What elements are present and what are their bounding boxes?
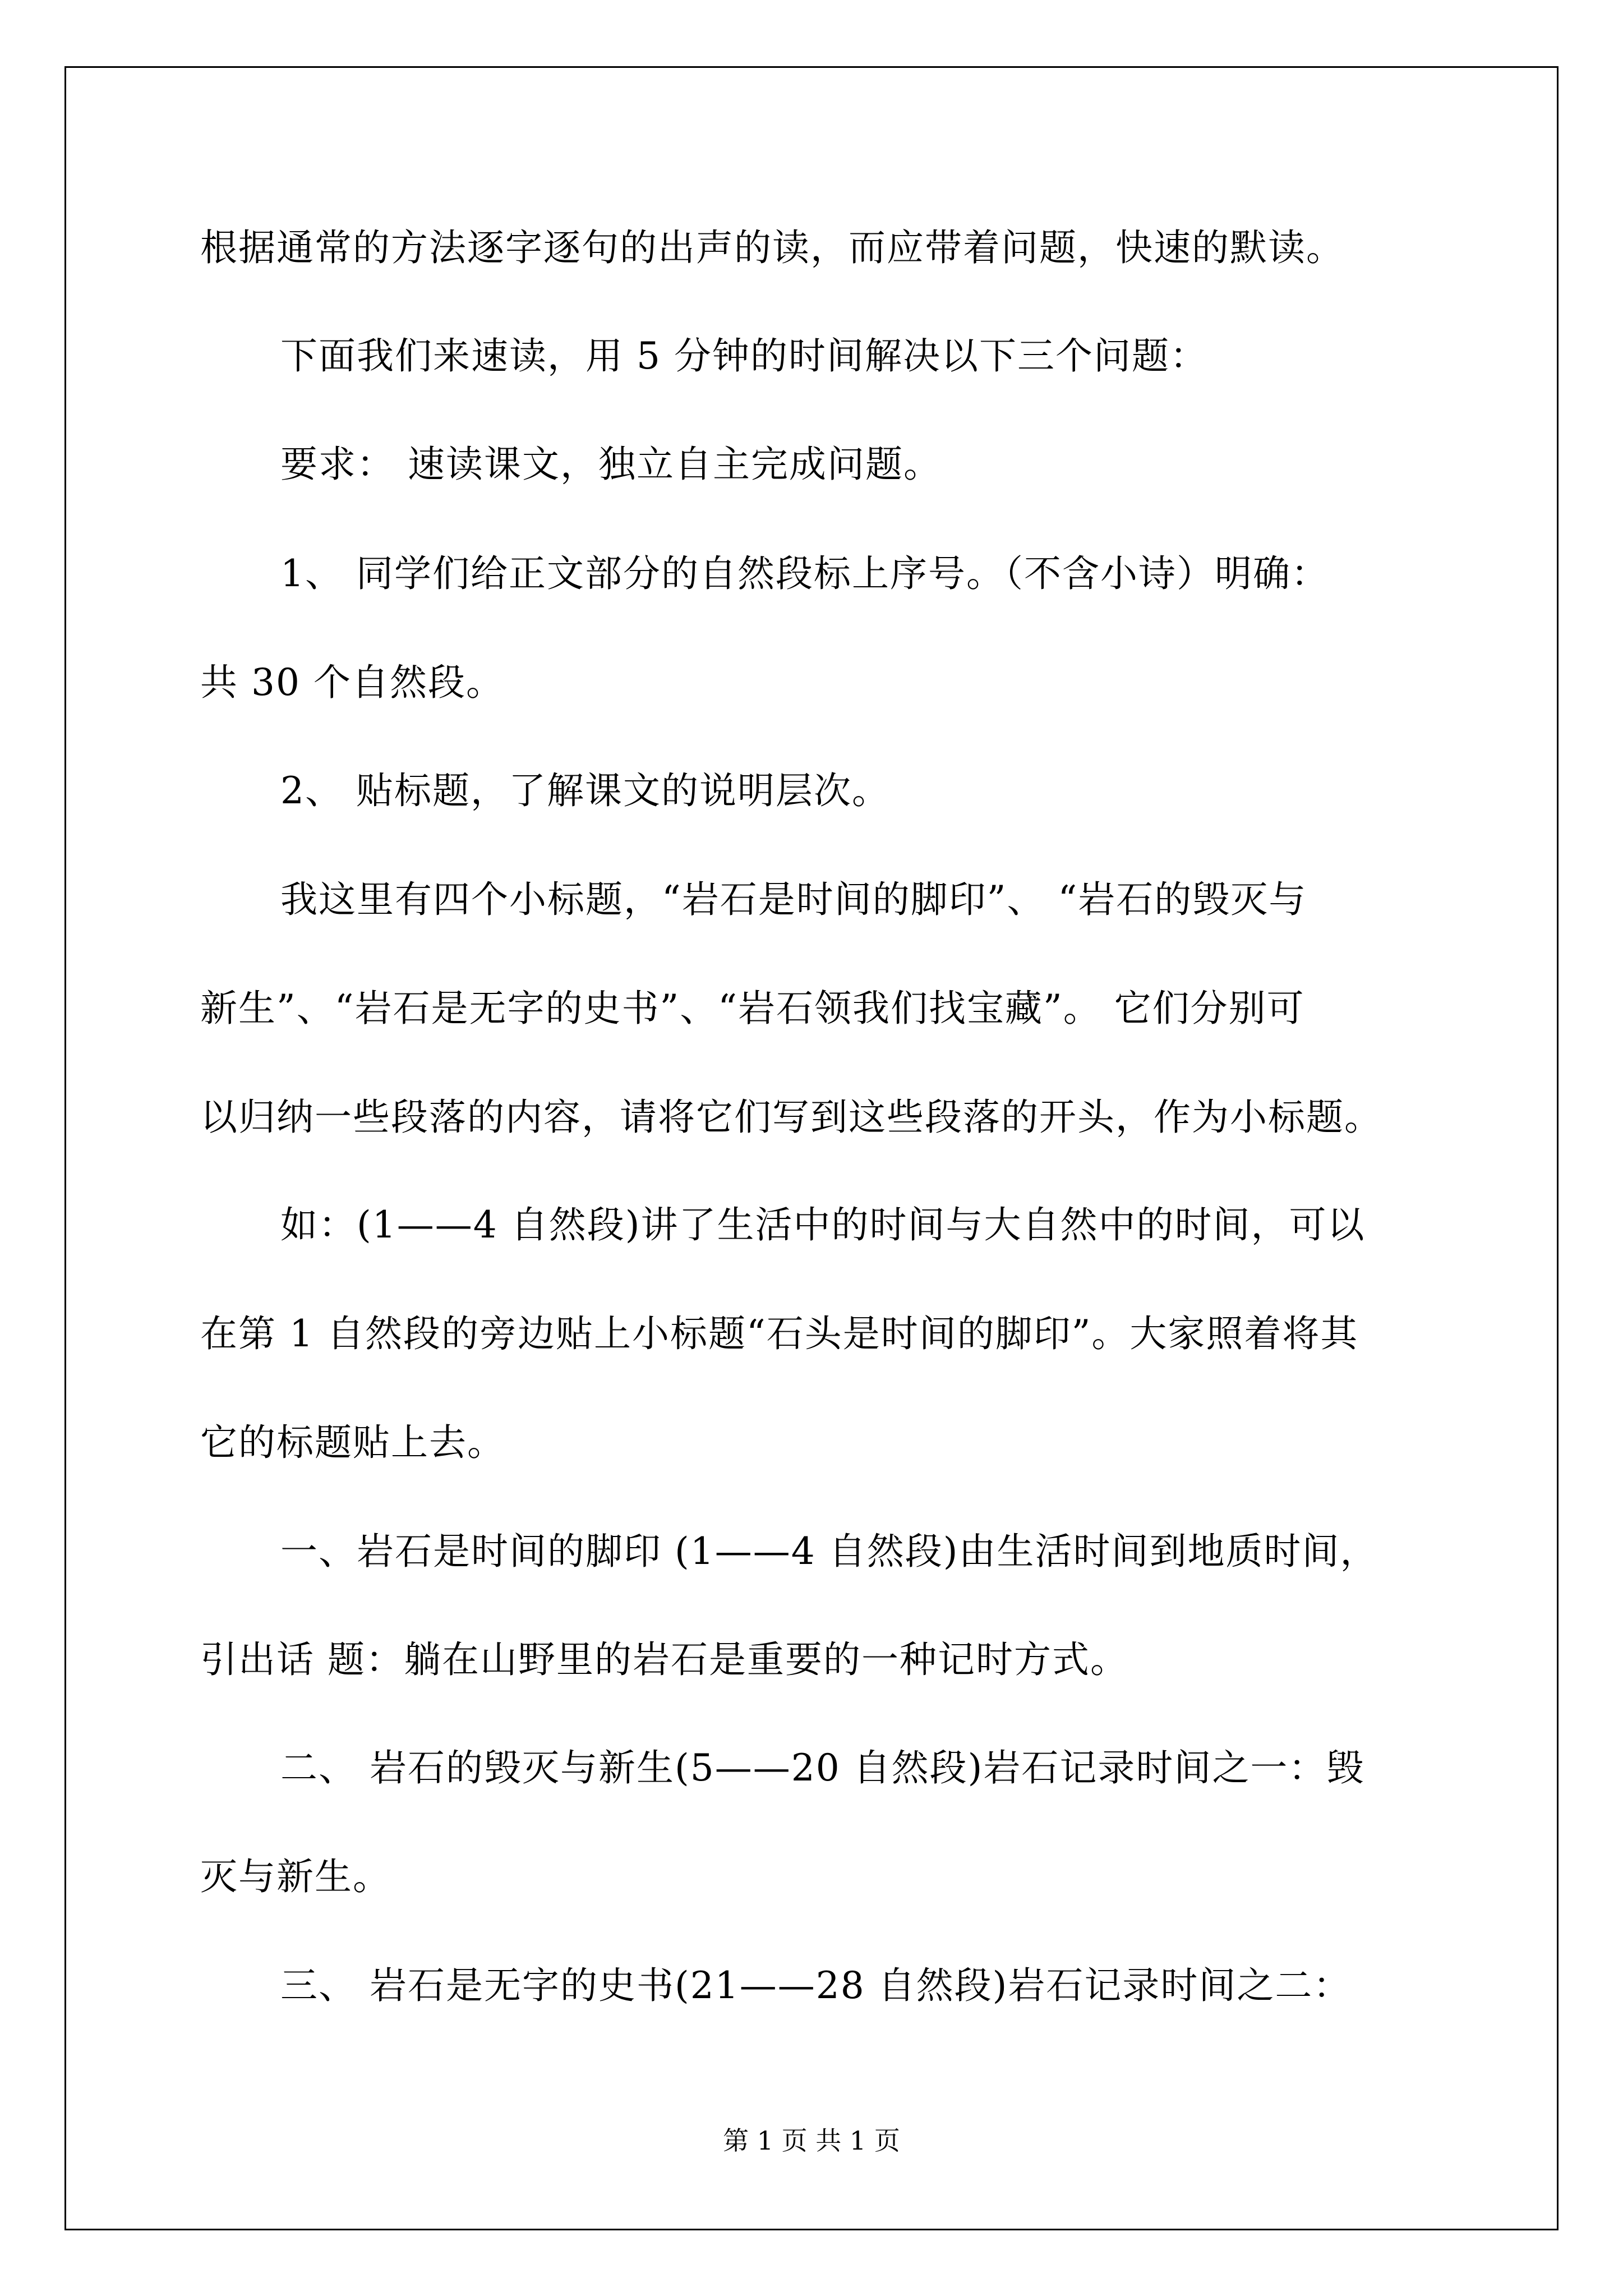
text-line: 共 30 个自然段。: [200, 661, 504, 704]
text-line: 在第 1 自然段的旁边贴上小标题“石头是时间的脚印”。大家照着将其: [200, 1312, 1359, 1355]
text-line: 它的标题贴上去。: [200, 1421, 505, 1464]
text-line: 以归纳一些段落的内容，请将它们写到这些段落的开头，作为小标题。: [200, 1096, 1382, 1139]
text-line: 如：(1——4 自然段)讲了生活中的时间与大自然中的时间，可以: [280, 1203, 1366, 1246]
text-line: 二、 岩石的毁灭与新生(5——20 自然段)岩石记录时间之一：毁: [280, 1746, 1365, 1789]
text-line: 我这里有四个小标题，“岩石是时间的脚印”、 “岩石的毁灭与: [280, 878, 1307, 921]
text-line: 2、 贴标题，了解课文的说明层次。: [280, 769, 890, 812]
text-line: 1、 同学们给正文部分的自然段标上序号。（不含小诗）明确：: [280, 552, 1329, 595]
text-line: 下面我们来速读，用 5 分钟的时间解决以下三个问题：: [280, 334, 1208, 378]
text-line: 新生”、“岩石是无字的史书”、“岩石领我们找宝藏”。 它们分别可: [200, 987, 1305, 1030]
text-line: 灭与新生。: [200, 1855, 391, 1898]
page-number-footer: 第 1 页 共 1 页: [723, 2125, 900, 2156]
text-line: 要求： 速读课文，独立自主完成问题。: [280, 443, 942, 486]
page-border: [64, 66, 1559, 2230]
text-line: 根据通常的方法逐字逐句的出声的读，而应带着问题，快速的默读。: [200, 226, 1344, 269]
text-line: 一、岩石是时间的脚印 (1——4 自然段)由生活时间到地质时间，: [280, 1530, 1378, 1573]
text-line: 三、 岩石是无字的史书(21——28 自然段)岩石记录时间之二：: [280, 1964, 1352, 2007]
text-line: 引出话 题：躺在山野里的岩石是重要的一种记时方式。: [200, 1638, 1128, 1681]
